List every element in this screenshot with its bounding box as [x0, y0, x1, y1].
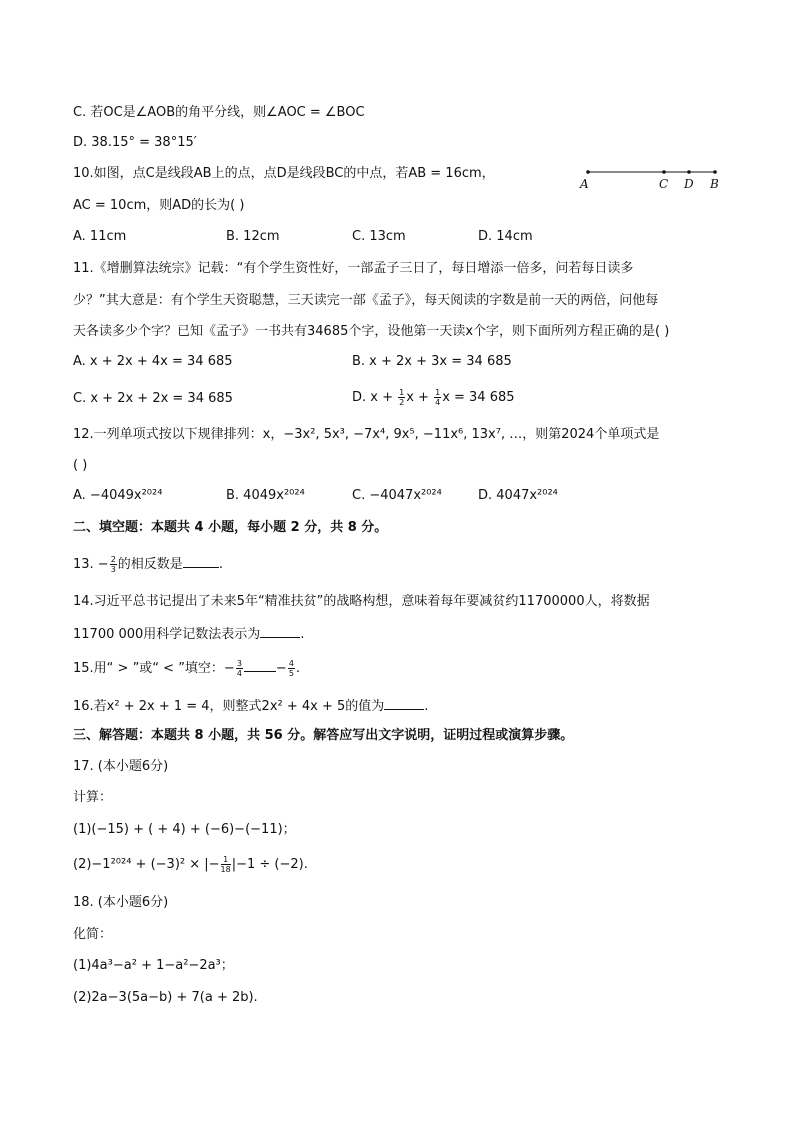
fraction — [221, 855, 231, 874]
q17-part2-prefix: (2)−1²⁰²⁴ + (−3)² × |− — [73, 857, 220, 872]
fraction — [434, 388, 441, 407]
answer-blank — [183, 553, 219, 568]
q11-option-a: A. x + 2x + 4x = 34 685 — [73, 354, 233, 369]
answer-blank — [244, 657, 276, 672]
q18-part-2: (2)2a−3(5a−b) + 7(a + 2b). — [73, 990, 258, 1005]
fraction-denominator: 2 — [399, 398, 405, 407]
q17-part2-suffix: |−1 ÷ (−2). — [231, 857, 308, 872]
fraction-numerator: 1 — [435, 388, 441, 397]
q18-intro: 化简： — [73, 927, 113, 942]
q13-stem — [73, 553, 223, 575]
q15-mid: − — [275, 661, 287, 676]
answer-blank — [384, 695, 424, 710]
label-d: D — [684, 177, 694, 191]
q14-stem-line1: 14.习近平总书记提出了未来5年“精准扶贫”的战略构想，意味着每年要减贫约11700000人，将数据 — [73, 594, 650, 609]
q12-option-d: D. 4047x²⁰²⁴ — [478, 488, 558, 503]
fraction — [398, 388, 405, 407]
q11-option-d-suffix: x = 34 685 — [442, 390, 515, 405]
q11-stem-line1: 11.《增删算法统宗》记载：“有个学生资性好，一部孟子三日了，每日增添一倍多，问若每日读多 — [73, 261, 634, 276]
q13-suffix: 的相反数是 — [117, 557, 183, 572]
fraction-numerator: 1 — [399, 388, 405, 397]
q10-option-a: A. 11cm — [73, 229, 127, 244]
fraction — [288, 659, 295, 678]
q14-line2-prefix: 11700 000用科学记数法表示为 — [73, 627, 261, 642]
section-2-heading: 二、填空题：本题共 4 小题，每小题 2 分，共 8 分。 — [73, 520, 388, 535]
q10-stem-line1: 10.如图，点C是线段AB上的点，点D是线段BC的中点，若AB = 16cm， — [73, 166, 495, 181]
q13-end: . — [218, 557, 223, 572]
label-c: C — [659, 177, 669, 191]
fraction-numerator: 4 — [288, 659, 294, 668]
q17-intro: 计算： — [73, 790, 113, 805]
q11-stem-line3: 天各读多少个字？已知《孟子》一书共有34685个字，设他第一天读x个字，则下面所列方程正确的是( ) — [73, 324, 670, 339]
q11-option-c: C. x + 2x + 2x = 34 685 — [73, 391, 233, 406]
fraction-denominator: 18 — [220, 865, 231, 874]
q18-part-1: (1)4a³−a² + 1−a²−2a³； — [73, 958, 234, 973]
q11-stem-line2: 少？”其大意是：有个学生天资聪慧，三天读完一部《孟子》，每天阅读的字数是前一天的两倍，问他每 — [73, 293, 659, 308]
fraction-numerator: 1 — [221, 855, 231, 865]
label-b: B — [710, 177, 719, 191]
point-b — [713, 170, 717, 174]
q16-prefix: 16.若x² + 2x + 1 = 4，则整式2x² + 4x + 5的值为 — [73, 699, 385, 714]
q11-option-d — [352, 388, 515, 408]
fraction-denominator: 4 — [236, 669, 242, 678]
q15-prefix: 15.用“ > ”或“ < ”填空：− — [73, 661, 235, 676]
fraction — [236, 659, 243, 678]
q15-stem — [73, 657, 300, 679]
q14-stem-line2 — [73, 623, 304, 645]
q10-stem-line2: AC = 10cm，则AD的长为( ) — [73, 198, 245, 213]
q10-option-d: D. 14cm — [478, 229, 533, 244]
fraction-numerator: 3 — [236, 659, 242, 668]
q12-stem-line2: ( ) — [73, 458, 88, 473]
q17-heading: 17. (本小题6分) — [73, 759, 169, 774]
fraction-denominator: 3 — [110, 565, 116, 574]
q12-stem-line1: 12.一列单项式按以下规律排列：x，−3x², 5x³, −7x⁴, 9x⁵, −11x⁶, 13x⁷, …，则第2024个单项式是 — [73, 427, 660, 442]
q12-option-b: B. 4049x²⁰²⁴ — [226, 488, 305, 503]
q16-stem — [73, 695, 428, 717]
fraction-denominator: 5 — [288, 669, 294, 678]
q9-option-d: D. 38.15° = 38°15′ — [73, 135, 197, 150]
section-3-heading: 三、解答题：本题共 8 小题，共 56 分。解答应写出文字说明，证明过程或演算步骤。 — [73, 728, 574, 743]
q16-end: . — [424, 699, 429, 714]
q13-prefix: 13. − — [73, 557, 109, 572]
fraction — [110, 555, 117, 574]
fraction-numerator: 2 — [110, 555, 116, 564]
q10-segment-figure — [578, 164, 728, 196]
q17-part-1: (1)(−15) + ( + 4) + (−6)−(−11)； — [73, 822, 296, 837]
q12-option-c: C. −4047x²⁰²⁴ — [352, 488, 442, 503]
q11-option-b: B. x + 2x + 3x = 34 685 — [352, 354, 512, 369]
point-d — [687, 170, 691, 174]
q18-heading: 18. (本小题6分) — [73, 895, 169, 910]
q12-option-a: A. −4049x²⁰²⁴ — [73, 488, 163, 503]
q14-end: . — [300, 627, 305, 642]
q11-option-d-mid: x + — [406, 390, 434, 405]
q17-part-2 — [73, 855, 308, 875]
label-a: A — [580, 177, 589, 191]
q10-option-b: B. 12cm — [226, 229, 280, 244]
fraction-denominator: 4 — [435, 398, 441, 407]
q15-end: . — [295, 661, 301, 676]
q10-option-c: C. 13cm — [352, 229, 406, 244]
q9-option-c: C. 若OC是∠AOB的角平分线，则∠AOC = ∠BOC — [73, 105, 365, 120]
point-c — [662, 170, 666, 174]
point-a — [586, 170, 590, 174]
answer-blank — [260, 623, 300, 638]
q11-option-d-prefix: D. x + — [352, 390, 398, 405]
